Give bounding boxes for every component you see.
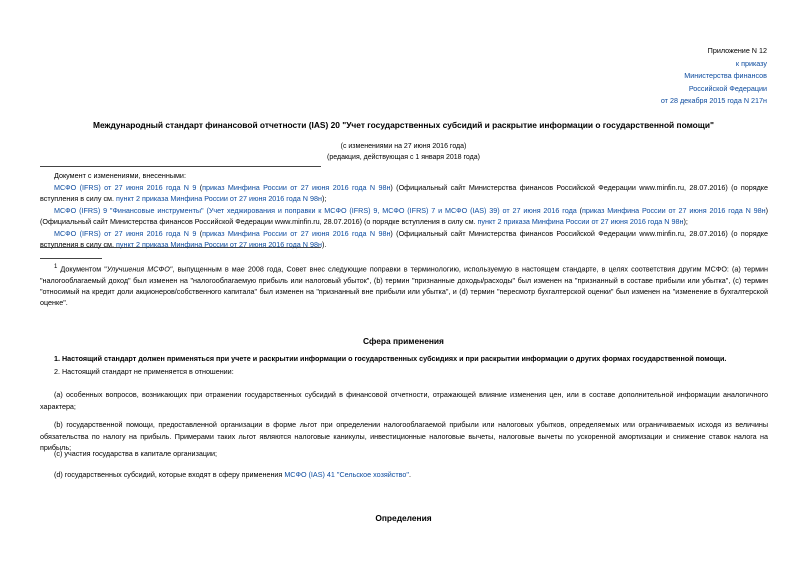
change-2-clause-link[interactable]: пункт 2 приказа Минфина России от 27 июня 2016 года N 98н	[477, 217, 684, 226]
footnote	[40, 262, 768, 308]
appendix-order-link[interactable]: к приказу	[735, 58, 767, 68]
revision-note: (с изменениями на 27 июня 2016 года)	[340, 143, 467, 150]
definitions-heading: Определения	[375, 513, 432, 523]
footnote-pre: Документом "	[57, 264, 107, 274]
scope-item-d-end: .	[408, 470, 411, 479]
appendix-ministry-link[interactable]: Министерства финансов	[684, 71, 767, 80]
scope-paragraph-1: 1. Настоящий стандарт должен применяться при учете и раскрытии информации о государственных субсидиях и при раскрытии информации о других формах государственной помощи.	[54, 354, 727, 363]
scope-paragraph-2: 2. Настоящий стандарт не применяется в отношении:	[54, 367, 234, 376]
change-3-text: ) (Официальный сайт Министерства финансов Российской Федерации www.minfin.ru, 28.07.2016) (о порядке вступления в силу см.	[40, 228, 768, 249]
appendix-header	[661, 45, 767, 108]
divider-bottom	[40, 247, 321, 248]
scope-item-c: (c) участия государства в капитале организации;	[54, 449, 218, 458]
divider-top	[40, 166, 321, 167]
appendix-country-link[interactable]: Российской Федерации	[688, 83, 767, 93]
footnote-mark: 1	[54, 264, 58, 270]
ias41-link[interactable]: МСФО (IAS) 41 "Сельское хозяйство"	[284, 470, 409, 479]
scope-item-b: (b) государственной помощи, предоставленной организации в форме льгот при определении налогооблагаемой прибыли или налоговых убытков, определяемых или ограничиваемых исходя из величины обязательства по налогу на прибыль. Примерами таких льгот являются налоговые каникулы, инвестиционные налоговые вычеты, налоговые вычеты по ускоренной амортизации и снижение ставок налога на прибыль;	[40, 420, 768, 452]
change-item-1: МСФО (IFRS) от 27 июня 2016 года N 9 (приказ Минфина России от 27 июня 2016 года N 98н) (Официальный сайт Министерства финансов Российской Федерации www.minfin.ru, 28.07.2016) (о порядке вступления в силу см. пункт 2 приказа Минфина России от 27 июня 2016 года N 98н);	[40, 182, 768, 203]
scope-item-a: (a) особенных вопросов, возникающих при отражении государственных субсидий в финансовой отчетности, отражающей влияние изменения цен, или в составе дополнительной информации аналогичного характера;	[40, 390, 768, 411]
change-1-text: ) (Официальный сайт Министерства финансов Российской Федерации www.minfin.ru, 28.07.2016) (о порядке вступления в силу см.	[40, 182, 768, 203]
change-2-end: );	[683, 217, 688, 226]
footnote-text: , выпущенным в мае 2008 года, Совет внес следующие поправки в терминологию, используемую в настоящем стандарте, в целях соответствия другим МСФО: (a) термин "налогооблагаемый доход" был изменен на "налогооблагаемую прибыль или налоговый убыток", (b) термин "признанные доходы/расходы" был изменен на "признанный в составе прибыли или убытка", (c) термин "относимый на кредит доли акционеров/собственного капитала" был изменен на "признанный вне прибыли или убытка", и (d) термин "пересмотр бухгалтерской оценки" был изменен на "изменение в бухгалтерской оценке".	[40, 264, 769, 307]
change-1-standard-link[interactable]: МСФО (IFRS) от 27 июня 2016 года N 9	[54, 182, 197, 192]
change-3-order-link[interactable]: приказ Минфина России от 27 июня 2016 года N 98н	[202, 228, 391, 238]
change-3-clause-link[interactable]: пункт 2 приказа Минфина России от 27 июня 2016 года N 98н	[116, 240, 322, 249]
scope-heading: Сфера применения	[363, 336, 444, 346]
change-3-end: ).	[321, 240, 327, 249]
change-1-clause-link[interactable]: пункт 2 приказа Минфина России от 27 июня 2016 года N 98н	[116, 194, 322, 203]
change-1-order-link[interactable]: приказ Минфина России от 27 июня 2016 года N 98н	[202, 182, 391, 192]
change-2-standard-link[interactable]: МСФО (IFRS) 9 "Финансовые инструменты" (Учет хеджирования и поправки к МСФО (IFRS) 9, МСФО (IFRS) 7 и МСФО (IAS) 39) от 27 июня 2016 года	[54, 205, 577, 215]
change-2-text: ) (Официальный сайт Министерства финансов Российской Федерации www.minfin.ru, 28.07.2016) (о порядке вступления в силу см.	[40, 205, 769, 226]
footnote-doc-title: Улучшения МСФО"	[106, 264, 173, 274]
footnote-rule	[40, 258, 102, 259]
change-2-order-link[interactable]: приказ Минфина России от 27 июня 2016 года N 98н	[582, 205, 766, 215]
appendix-date-link[interactable]: от 28 декабря 2015 года N 217н	[660, 96, 767, 105]
changes-block	[40, 170, 768, 251]
scope-item-d	[40, 470, 768, 479]
appendix-number: Приложение N 12	[707, 46, 767, 55]
scope-item-d-text: (d) государственных субсидий, которые входят в сферу применения	[54, 470, 285, 479]
change-item-2: МСФО (IFRS) 9 "Финансовые инструменты" (Учет хеджирования и поправки к МСФО (IFRS) 9, МСФО (IFRS) 7 и МСФО (IAS) 39) от 27 июня 2016 года (приказ Минфина России от 27 июня 2016 года N 98н) (Официальный сайт Министерства финансов Российской Федерации www.minfin.ru, 28.07.2016) (о порядке вступления в силу см. пункт 2 приказа Минфина России от 27 июня 2016 года N 98н);	[40, 205, 769, 226]
document-title: Международный стандарт финансовой отчетности (IAS) 20 "Учет государственных субсидий и раскрытие информации о государственной помощи"	[93, 120, 714, 130]
changes-intro: Документ с изменениями, внесенными:	[54, 171, 186, 180]
change-item-3: МСФО (IFRS) от 27 июня 2016 года N 9 (приказ Минфина России от 27 июня 2016 года N 98н) (Официальный сайт Министерства финансов Российской Федерации www.minfin.ru, 28.07.2016) (о порядке вступления в силу см. пункт 2 приказа Минфина России от 27 июня 2016 года N 98н).	[40, 228, 768, 249]
edition-note: (редакция, действующая с 1 января 2018 года)	[327, 154, 480, 161]
change-1-end: );	[321, 194, 327, 203]
change-3-standard-link[interactable]: МСФО (IFRS) от 27 июня 2016 года N 9	[54, 228, 197, 238]
